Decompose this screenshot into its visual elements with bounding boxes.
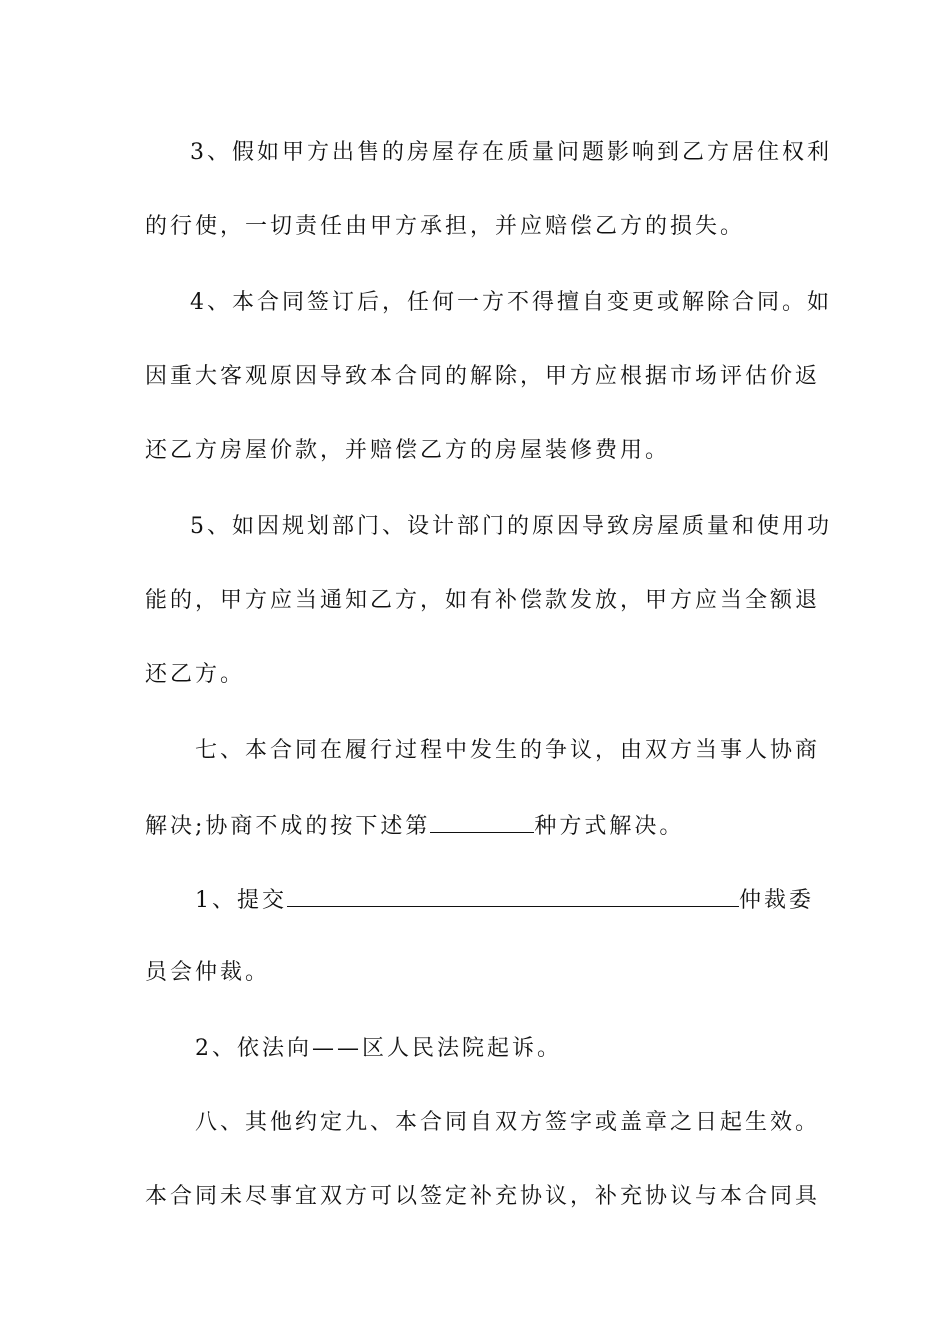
option-2-line: 2、依法向——区人民法院起诉。: [195, 1036, 562, 1061]
arbitration-text-after: 仲裁委: [739, 888, 815, 913]
clause-4-line-1: 4、本合同签订后，任何一方不得擅自变更或解除合同。如: [190, 290, 832, 315]
clause-5-line-2: 能的，甲方应当通知乙方，如有补偿款发放，甲方应当全额退: [145, 588, 821, 613]
option-1-line-1: [195, 884, 815, 916]
clause-4-line-2: 因重大客观原因导致本合同的解除，甲方应根据市场评估价返: [145, 364, 821, 389]
clause-3-line-2: 的行使，一切责任由甲方承担，并应赔偿乙方的损失。: [145, 214, 746, 239]
arbitration-text-before: 1、提交: [195, 888, 287, 913]
option-1-line-2: 员会仲裁。: [145, 960, 271, 985]
clause-5-line-3: 还乙方。: [145, 662, 246, 687]
method-number-blank[interactable]: [430, 810, 534, 833]
section-8-9-line-1: 八、其他约定九、本合同自双方签字或盖章之日起生效。: [195, 1110, 821, 1135]
dispute-text-after: 种方式解决。: [534, 814, 685, 839]
arbitration-committee-blank[interactable]: [287, 884, 739, 907]
section-9-line-2: 本合同未尽事宜双方可以签定补充协议，补充协议与本合同具: [145, 1184, 821, 1209]
clause-3-line-1: 3、假如甲方出售的房屋存在质量问题影响到乙方居住权利: [190, 140, 832, 165]
dispute-text-before: 解决;协商不成的按下述第: [145, 814, 431, 839]
section-7-line-1: 七、本合同在履行过程中发生的争议，由双方当事人协商: [195, 738, 821, 763]
clause-5-line-1: 5、如因规划部门、设计部门的原因导致房屋质量和使用功: [190, 514, 832, 539]
clause-4-line-3: 还乙方房屋价款，并赔偿乙方的房屋装修费用。: [145, 438, 671, 463]
section-7-line-2: [145, 810, 810, 842]
